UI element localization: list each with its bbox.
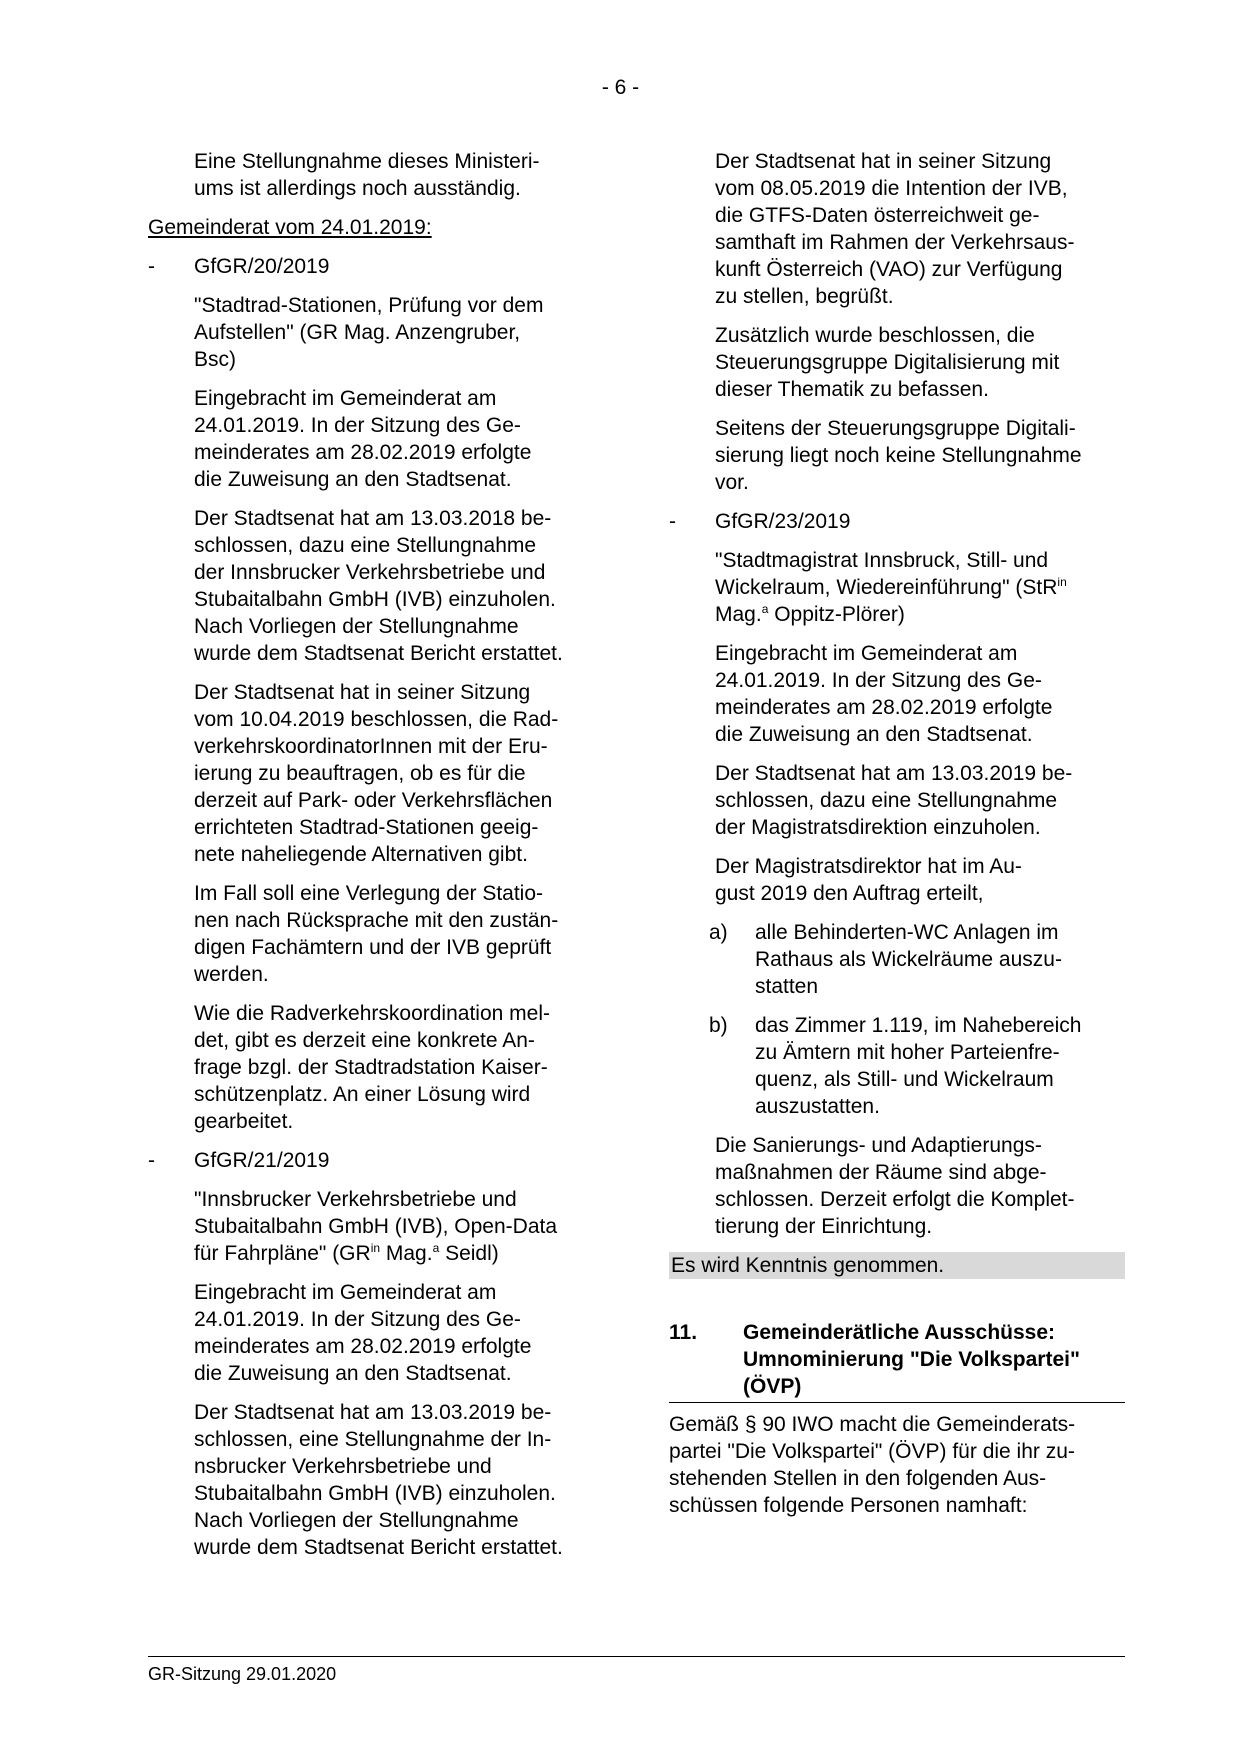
list-item-gfgr-23: - GfGR/23/2019 xyxy=(669,510,851,533)
list-item-gfgr-21: - GfGR/21/2019 xyxy=(148,1149,330,1172)
paragraph: Eingebracht im Gemeinderat am 24.01.2019. In der Sitzung des Ge- meinderates am 28.02.2019 erfolgte die Zuweisung an den Stadtsenat. xyxy=(715,642,1053,746)
paragraph: Seitens der Steuerungsgruppe Digitali- sierung liegt noch keine Stellungnahme vor. xyxy=(715,417,1082,494)
resolution-note: Es wird Kenntnis genommen. xyxy=(669,1252,1125,1279)
item-title: "Stadtmagistrat Innsbruck, Still- und Wickelraum, Wiedereinführung" (StR$^{in}$ Mag.$^a$ Oppitz-Plörer) xyxy=(715,549,1067,626)
left-column xyxy=(148,148,613,1573)
paragraph: Wie die Radverkehrskoordination mel- det, gibt es derzeit eine konkrete An- frage bzgl. der Stadtradstation Kaiser- schützenplatz. An einer Lösung wird gearbeitet. xyxy=(194,1002,550,1133)
paragraph: Der Stadtsenat hat am 13.03.2018 be- schlossen, dazu eine Stellungnahme der Innsbrucker Verkehrsbetriebe und Stubaitalbahn GmbH (IVB) einzuholen. Nach Vorliegen der Stellungnahme wurde dem Stadtsenat Bericht erstattet. xyxy=(194,507,563,665)
footer-divider xyxy=(148,1656,1125,1657)
paragraph: Eingebracht im Gemeinderat am 24.01.2019. In der Sitzung des Ge- meinderates am 28.02.2019 erfolgte die Zuweisung an den Stadtsenat. xyxy=(194,387,532,491)
section-heading-11: 11. Gemeinderätliche Ausschüsse: Umnominierung "Die Volkspartei" (ÖVP) xyxy=(669,1319,1125,1403)
list-item-a: a) alle Behinderten-WC Anlagen im Rathaus als Wickelräume auszu- statten xyxy=(709,921,1062,998)
list-item-b: b) das Zimmer 1.119, im Nahebereich zu Ämtern mit hoher Parteienfre- quenz, als Still- und Wickelraum auszustatten. xyxy=(709,1014,1082,1118)
right-column xyxy=(669,148,1125,1519)
footer-text: GR-Sitzung 29.01.2020 xyxy=(148,1664,337,1684)
list-item-gfgr-20: - GfGR/20/2019 xyxy=(148,255,330,278)
paragraph: Der Stadtsenat hat in seiner Sitzung vom 08.05.2019 die Intention der IVB, die GTFS-Daten österreichweit ge- samthaft im Rahmen der Verkehrsaus- kunft Österreich (VAO) zur Verfügung zu stellen, begrüßt. xyxy=(715,150,1075,308)
paragraph: Die Sanierungs- und Adaptierungs- maßnahmen der Räume sind abge- schlossen. Derzeit erfolgt die Komplet- tierung der Einrichtung. xyxy=(715,1134,1075,1238)
item-title: "Innsbrucker Verkehrsbetriebe und Stubaitalbahn GmbH (IVB), Open-Data für Fahrpläne" ($GR^{in}$ Mag.$^a$ Seidl) xyxy=(194,1188,558,1265)
paragraph: Gemäß § 90 IWO macht die Gemeinderats- partei "Die Volkspartei" (ÖVP) für die ihr zu- stehenden Stellen in den folgenden Aus- schüssen folgende Personen namhaft: xyxy=(669,1413,1076,1517)
paragraph: Der Magistratsdirektor hat im Au- gust 2019 den Auftrag erteilt, xyxy=(715,855,1022,905)
item-title: "Stadtrad-Stationen, Prüfung vor dem Aufstellen" (GR Mag. Anzengruber, Bsc) xyxy=(194,294,544,371)
paragraph: Zusätzlich wurde beschlossen, die Steuerungsgruppe Digitalisierung mit dieser Thematik zu befassen. xyxy=(715,324,1060,401)
paragraph: Eine Stellungnahme dieses Ministeri- ums ist allerdings noch ausständig. xyxy=(194,150,540,200)
section-heading-gemeinderat: Gemeinderat vom 24.01.2019: xyxy=(148,216,432,239)
paragraph: Der Stadtsenat hat am 13.03.2019 be- schlossen, dazu eine Stellungnahme der Magistratsdirektion einzuholen. xyxy=(715,762,1073,839)
page-number: - 6 - xyxy=(601,76,640,99)
paragraph: Der Stadtsenat hat in seiner Sitzung vom 10.04.2019 beschlossen, die Rad- verkehrskoordinatorInnen mit der Eru- ierung zu beauftragen, ob es für die derzeit auf Park- oder Verkehrsflächen errichteten Stadtrad-Stationen geeig- nete naheliegende Alternativen gibt. xyxy=(194,681,559,866)
paragraph: Der Stadtsenat hat am 13.03.2019 be- schlossen, eine Stellungnahme der In- nsbrucker Verkehrsbetriebe und Stubaitalbahn GmbH (IVB) einzuholen. Nach Vorliegen der Stellungnahme wurde dem Stadtsenat Bericht erstattet. xyxy=(194,1401,563,1559)
paragraph: Eingebracht im Gemeinderat am 24.01.2019. In der Sitzung des Ge- meinderates am 28.02.2019 erfolgte die Zuweisung an den Stadtsenat. xyxy=(194,1281,532,1385)
paragraph: Im Fall soll eine Verlegung der Statio- nen nach Rücksprache mit den zustän- digen Fachämtern und der IVB geprüft werden. xyxy=(194,882,559,986)
